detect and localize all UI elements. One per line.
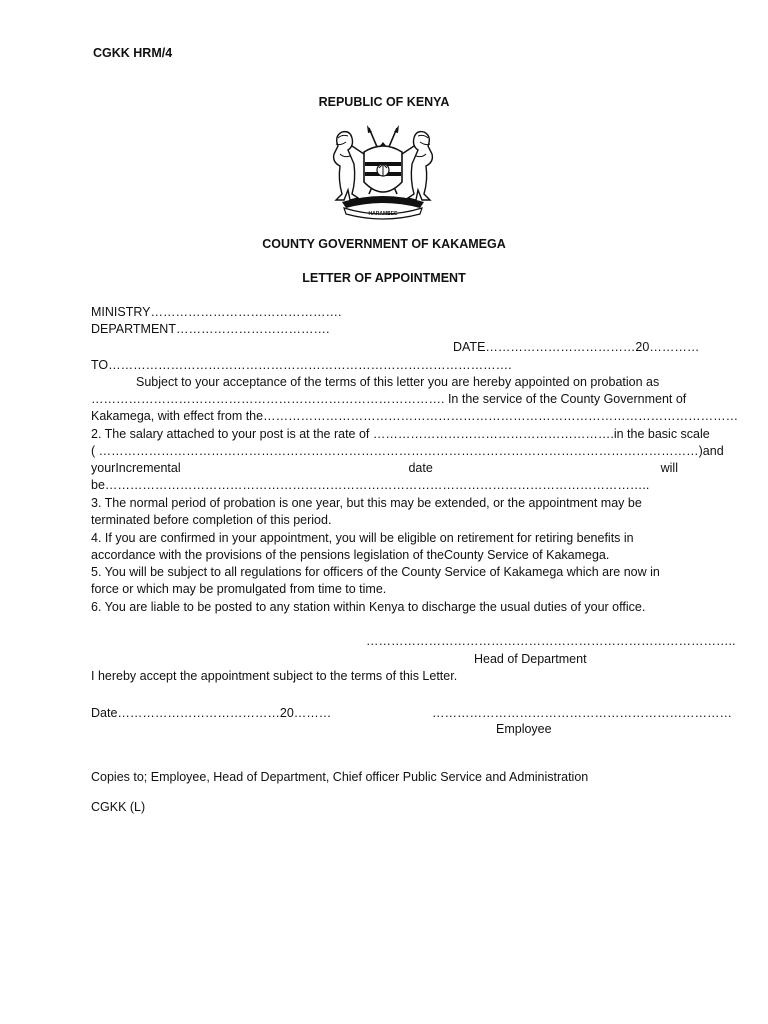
document-reference: CGKK HRM/4 [93,46,173,60]
coat-of-arms-emblem [324,124,442,220]
date-field: DATE………………………………20………… [453,340,700,354]
body-line: Subject to your acceptance of the terms of this letter you are hereby appointed on probation as [136,375,660,389]
body-line: be………………………………………………………………………………………………………………….. [91,478,650,492]
employee-label: Employee [496,722,552,736]
body-line: 3. The normal period of probation is one year, but this may be extended, or the appointment may be [91,496,642,510]
body-line: 6. You are liable to be posted to any station within Kenya to discharge the usual duties of your office. [91,600,646,614]
hod-label: Head of Department [474,652,587,666]
to-field: TO……………………………………………………………………………………. [91,358,512,372]
body-line: 5. You will be subject to all regulations for officers of the County Service of Kakamega which are now in [91,565,660,579]
hod-signature-line: …………………………………………………………………………….. [366,634,736,648]
body-line: 2. The salary attached to your post is at the rate of ………………………………………………….in the basic scale [91,427,710,441]
employee-signature-line: ……………………………………………………………… [432,706,732,720]
body-line: yourIncremental date will [91,461,678,475]
letter-title: LETTER OF APPOINTMENT [302,271,466,285]
department-field: DEPARTMENT………………………………. [91,322,330,336]
body-line: Kakamega, with effect from the…………………………………………………………………………………………………… [91,409,739,423]
ministry-field: MINISTRY………………………………………. [91,305,342,319]
body-line: …………………………………………………………………………. In the service of the County Government of [91,392,687,406]
footer-code: CGKK (L) [91,800,146,814]
body-line: accordance with the provisions of the pensions legislation of theCounty Service of Kakamega. [91,548,610,562]
body-line: force or which may be promulgated from time to time. [91,582,387,596]
body-line: ( ………………………………………………………………………………………………………………………………)and [91,444,724,458]
acceptance-statement: I hereby accept the appointment subject to the terms of this Letter. [91,669,458,683]
acceptance-date-field: Date…………………………………20……… [91,706,332,720]
republic-heading: REPUBLIC OF KENYA [318,95,450,109]
county-heading: COUNTY GOVERNMENT OF KAKAMEGA [262,237,506,251]
motto-text: HARAMBEE [368,211,398,217]
body-line: terminated before completion of this period. [91,513,332,527]
body-line: 4. If you are confirmed in your appointment, you will be eligible on retirement for retiring benefits in [91,531,634,545]
copies-to: Copies to; Employee, Head of Department, Chief officer Public Service and Administration [91,770,589,784]
